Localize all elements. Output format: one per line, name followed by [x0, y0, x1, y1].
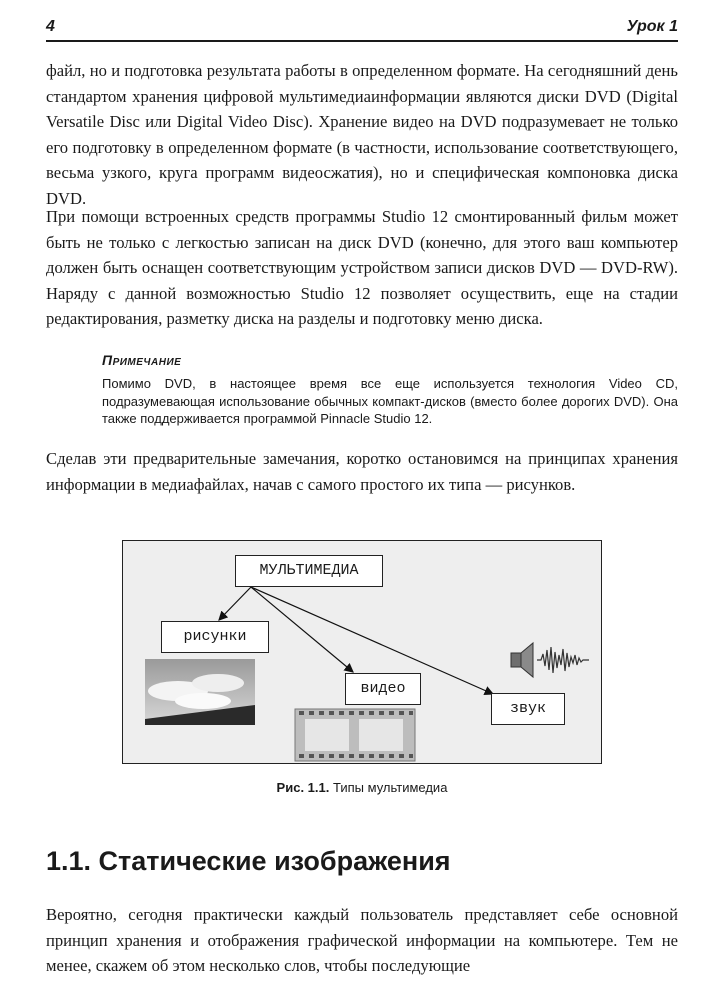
figure-caption — [0, 780, 724, 795]
film-strip-icon — [295, 709, 415, 761]
note-text: Помимо DVD, в настоящее время все еще используется технология Video CD, подразумевающая использование обычных компакт-дисков (вместо более дорогих DVD). Она также поддерживается программой Pinnacle Studio 12. — [102, 376, 678, 426]
page-header — [46, 14, 678, 42]
sound-box: звук — [491, 693, 565, 725]
waveform-icon — [537, 647, 589, 673]
page-number: 4 — [46, 18, 55, 35]
paragraph-dvd-standard: файл, но и подготовка результата работы в определенном формате. На сегодняшний день стандартом хранения цифровой мультимедиаинформации являются диски DVD (Digital Versatile Disc или Digital Video Disc). Хранение видео на DVD подразумевает не только его подготовку в определенном формате (в частности, использование соответствующего, весьма узкого, круга программ видеосжатия), но и специфическая компоновка диска DVD. — [46, 61, 678, 208]
caption-number: Рис. 1.1. — [276, 780, 330, 795]
multimedia-box: МУЛЬТИМЕДИА — [235, 555, 383, 587]
paragraph-graphics-intro: Вероятно, сегодня практически каждый пользователь представляет себе основной принцип хранения и отображения графической информации на компьютере. Тем не менее, скажем об этом несколько слов, чтобы последующие — [46, 905, 678, 975]
pictures-box: рисунки — [161, 621, 269, 653]
note-title: Примечание — [102, 352, 182, 368]
arrow-to-pictures — [219, 587, 251, 620]
paragraph-preliminary: Сделав эти предварительные замечания, коротко остановимся на принципах хранения информации в медиафайлах, начав с самого простого их типа — рисунков. — [46, 449, 678, 494]
paragraph-studio-dvd: При помощи встроенных средств программы Studio 12 смонтированный фильм может быть не только с легкостью записан на диск DVD (конечно, для этого ваш компьютер должен быть оснащен соответствующим устройством записи дисков DVD — DVD-RW). Наряду с данной возможностью Studio 12 позволяет осуществить, еще на стадии редактирования, разметку диска на разделы и подготовку меню диска. — [46, 207, 678, 328]
speaker-icon — [511, 643, 533, 677]
video-box: видео — [345, 673, 421, 705]
sky-photo-icon — [145, 659, 255, 725]
caption-text: Типы мультимедиа — [332, 780, 448, 795]
chapter-title: Урок 1 — [626, 18, 678, 35]
section-heading: 1.1. Статические изображения — [46, 846, 451, 876]
multimedia-diagram — [122, 540, 602, 764]
